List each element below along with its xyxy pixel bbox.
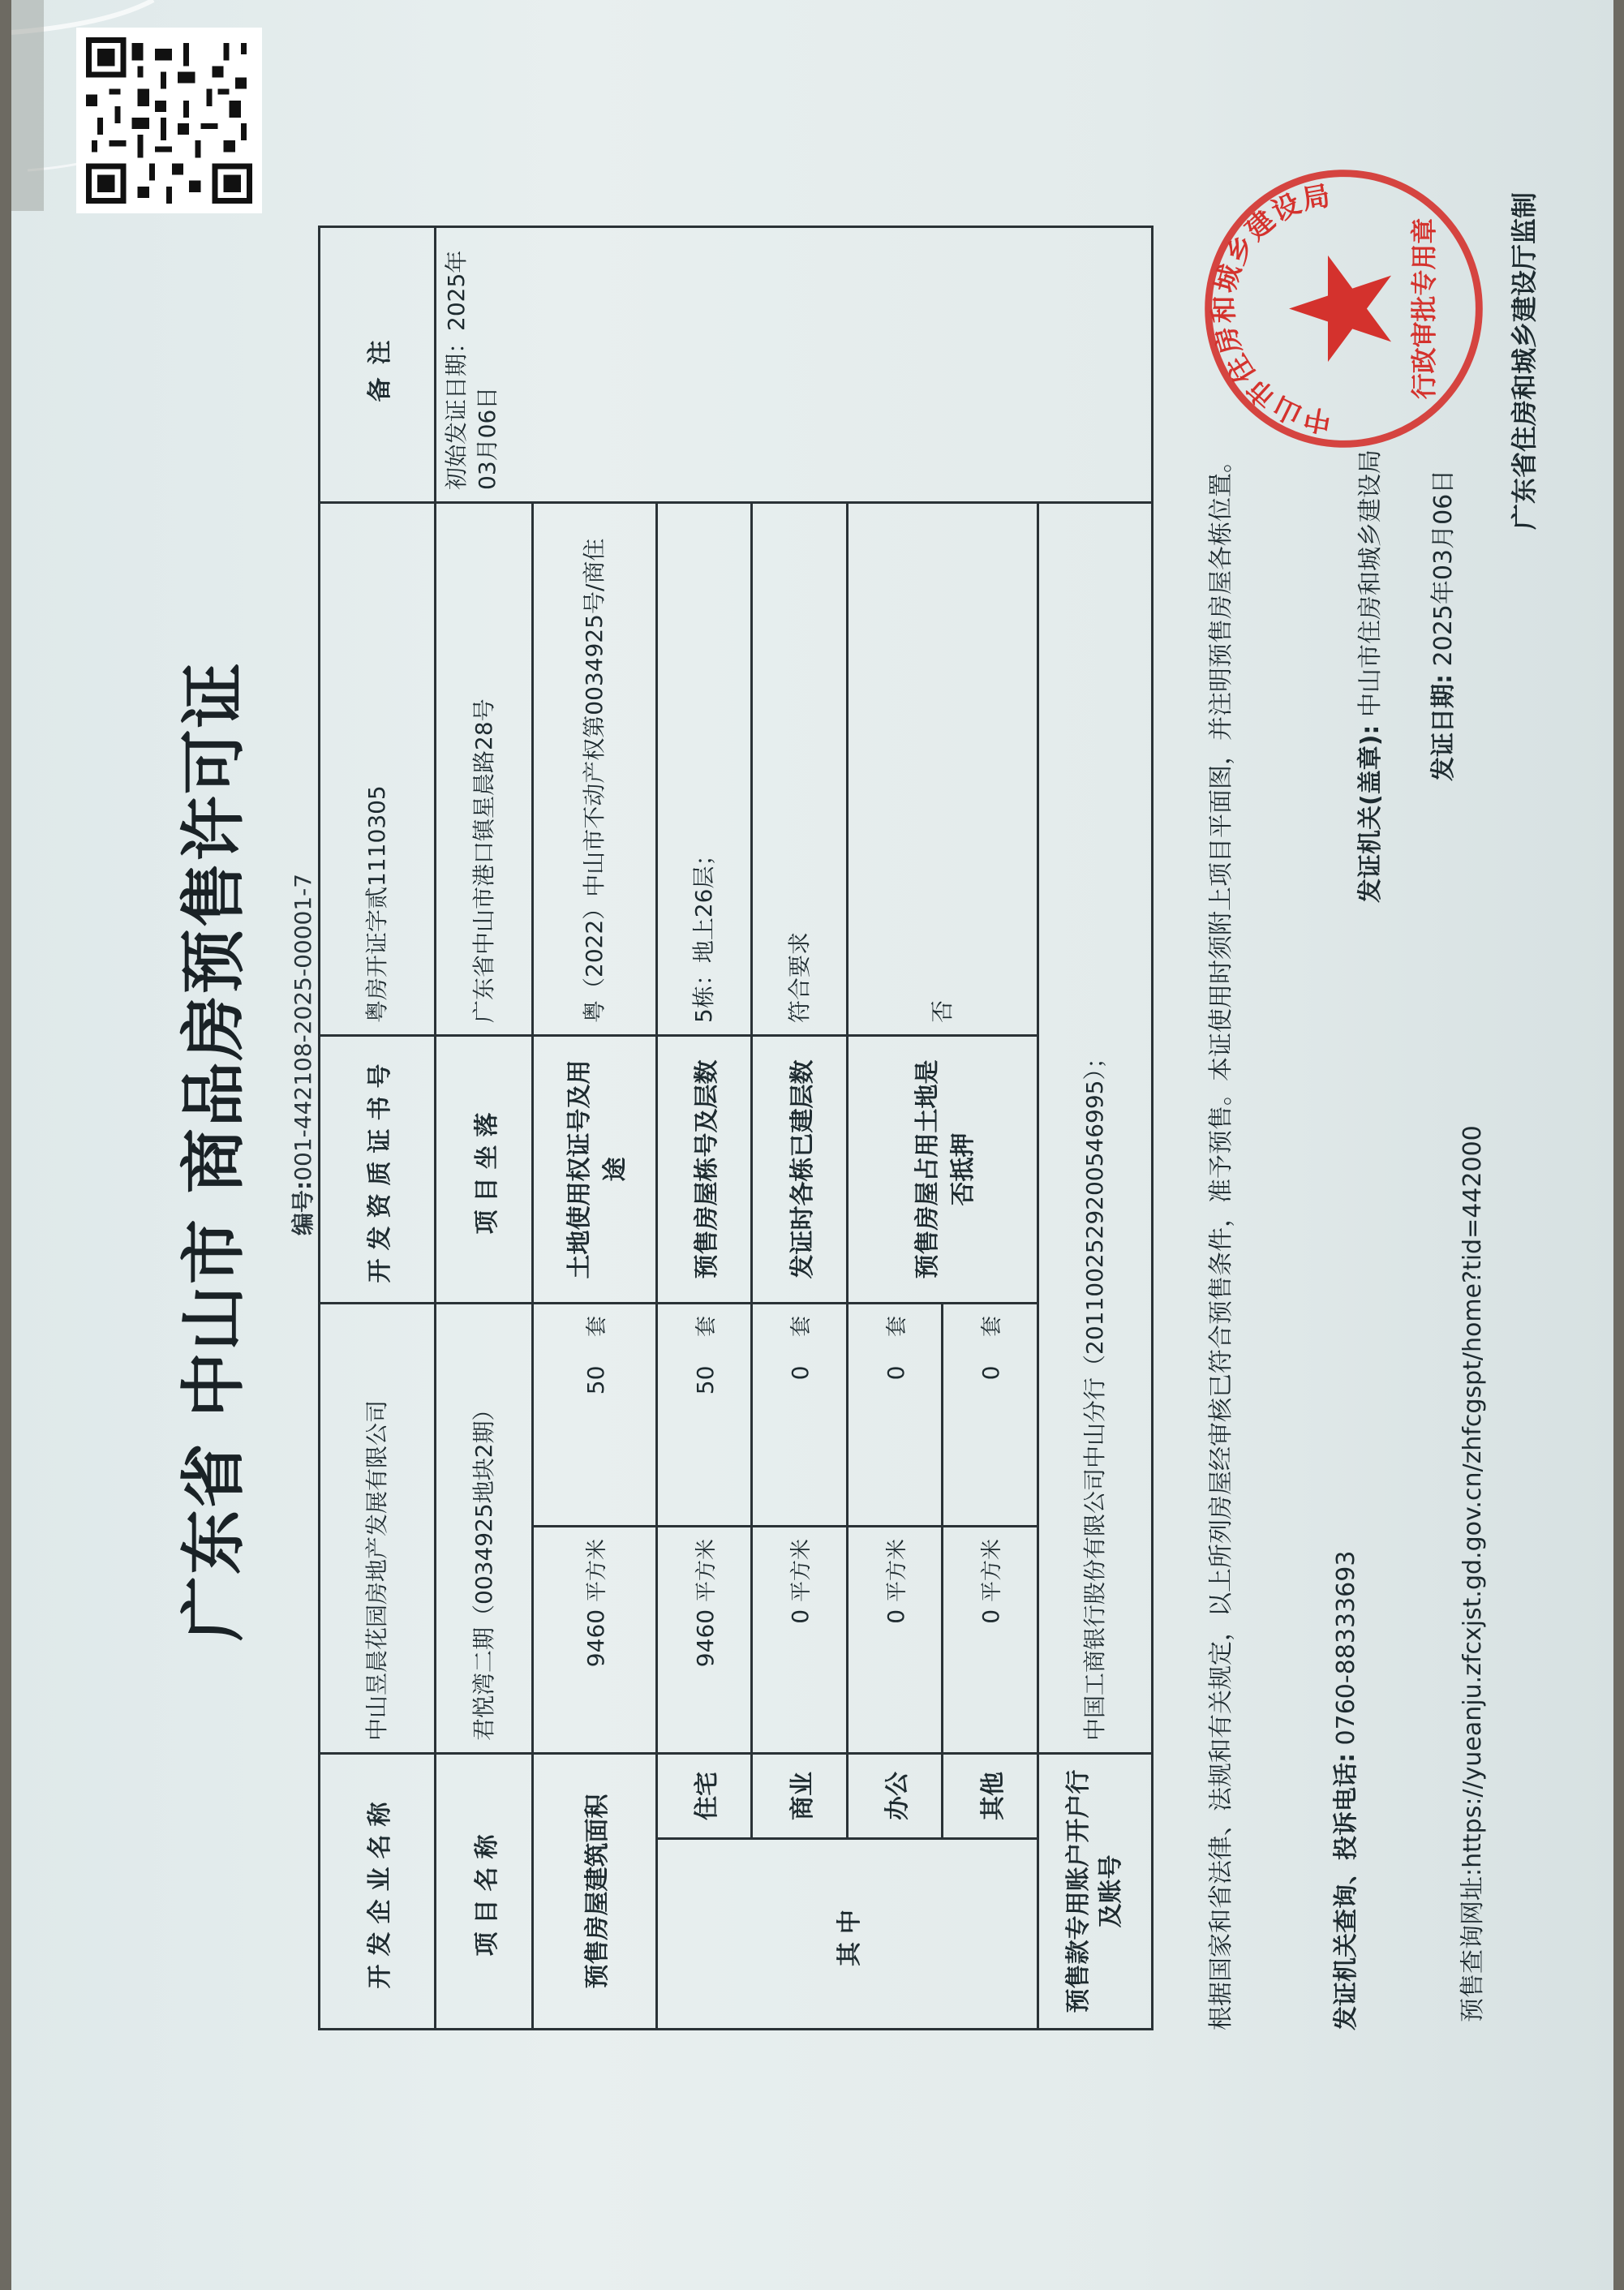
account-label: 预售款专用账户开户行及账号: [1038, 1754, 1152, 2030]
query-label: 预售查询网址:: [1459, 1867, 1487, 2022]
permit-table: [318, 226, 1154, 2030]
count-total-unit: 套: [584, 1315, 609, 1337]
mortgage-label: 预售房屋占用土地是否抵押: [847, 1035, 1038, 1303]
land-label: 土地使用权证号及用途: [533, 1035, 657, 1303]
residential-count-value: 50: [691, 1365, 719, 1395]
among-label: 其中: [656, 1839, 1038, 2030]
other-label: 其他: [943, 1754, 1038, 1839]
issuer-value: 中山市住房和城乡建设局: [1356, 449, 1385, 718]
contact-phone: 0760-88333693: [1332, 1550, 1360, 1746]
office-area-unit: 平方米: [884, 1539, 909, 1603]
qr-code-icon: [86, 37, 252, 204]
permit-number-value: 001-442108-2025-00001-7: [290, 873, 316, 1181]
area-label: 预售房屋建筑面积: [533, 1754, 657, 2030]
office-count-unit: 套: [884, 1315, 909, 1337]
land-value: 粤（2022）中山市不动产权第0034925号/商住: [533, 502, 657, 1035]
qualification-label: 开发资质证书号: [320, 1035, 436, 1303]
project-name-value: 君悦湾二期（0034925地块2期）: [436, 1303, 533, 1753]
count-total-value: 50: [582, 1365, 609, 1395]
permit-title: 广东省 中山市 商品房预售许可证: [176, 661, 251, 1641]
commercial-count-unit: 套: [789, 1315, 814, 1337]
residential-area-unit: 平方米: [694, 1539, 719, 1603]
other-count-value: 0: [977, 1365, 1005, 1381]
permit-number: [286, 874, 318, 1235]
permit-document: [11, 0, 1613, 2290]
commercial-area-value: 0: [787, 1609, 814, 1624]
office-count-value: 0: [882, 1365, 909, 1381]
developer-value: 中山昱晨花园房地产发展有限公司: [320, 1303, 436, 1753]
other-area-value: 0: [977, 1609, 1005, 1624]
statement-text: 根据国家和省法律、法规和有关规定，以上所列房屋经审核已符合预售条件，准予预售。本证使用时须附上项目平面图，并注明预售房屋各栋位置。: [1207, 449, 1235, 2030]
other-count: [943, 1303, 1038, 1526]
qualification-value: 粤房开证字贰1110305: [320, 502, 436, 1035]
issue-date-value: 2025年03月06日: [1429, 469, 1458, 667]
remarks-label: 备注: [320, 226, 436, 502]
commercial-area: [752, 1527, 848, 1754]
area-total: [533, 1527, 657, 1754]
document-sheet: [11, 0, 1613, 2290]
area-total-value: 9460: [582, 1609, 609, 1668]
floors-value: 符合要求: [752, 502, 848, 1035]
residential-count: [656, 1303, 752, 1526]
building-value: 5栋：地上26层；: [656, 502, 752, 1035]
other-area: [943, 1527, 1038, 1754]
count-total: [533, 1303, 657, 1526]
office-area: [847, 1527, 943, 1754]
residential-area: [656, 1527, 752, 1754]
query-url[interactable]: https://yueanju.zfcxjst.gd.gov.cn/zhfcgspt/home?tid=442000: [1459, 1125, 1487, 1868]
qr-code[interactable]: [76, 28, 262, 213]
residential-label: 住宅: [656, 1754, 752, 1839]
project-location-value: 广东省中山市港口镇星晨路28号: [436, 502, 533, 1035]
floors-label: 发证时各栋已建层数: [752, 1035, 848, 1303]
commercial-count: [752, 1303, 848, 1526]
mortgage-value: 否: [847, 502, 1038, 1035]
residential-area-value: 9460: [691, 1609, 719, 1668]
seal-outer-text: 中山市住房和城乡建设局: [1208, 179, 1334, 438]
permit-number-label: 编号:: [290, 1180, 316, 1235]
issuer-label: 发证机关(盖章):: [1356, 724, 1385, 903]
building-label: 预售房屋栋号及层数: [656, 1035, 752, 1303]
commercial-label: 商业: [752, 1754, 848, 1839]
other-count-unit: 套: [980, 1315, 1005, 1337]
remarks-value: 初始发证日期：2025年03月06日: [436, 226, 1153, 502]
other-area-unit: 平方米: [980, 1539, 1005, 1603]
office-area-value: 0: [882, 1609, 909, 1624]
commercial-count-value: 0: [787, 1365, 814, 1381]
seal-star-icon: [1289, 256, 1391, 362]
developer-label: 开发企业名称: [320, 1754, 436, 2030]
contact-label: 发证机关查询、投诉电话:: [1332, 1753, 1360, 2030]
commercial-area-unit: 平方米: [789, 1539, 814, 1603]
query-line: [1455, 724, 1491, 2022]
account-value: 中国工商银行股份有限公司中山分行（2011002529200546995）；: [1038, 502, 1152, 1753]
contact-line: [1325, 1551, 1361, 2030]
office-label: 办公: [847, 1754, 943, 1839]
area-total-unit: 平方米: [584, 1539, 609, 1603]
seal-inner-text: 行政审批专用章: [1408, 217, 1440, 400]
project-location-label: 项目坐落: [436, 1035, 533, 1303]
issue-date-line: [1423, 470, 1459, 781]
issuer-line: [1350, 449, 1386, 903]
supervisor-text: 广东省住房和城乡建设厅监制: [1509, 191, 1540, 530]
project-name-label: 项目名称: [436, 1754, 533, 2030]
issue-date-label: 发证日期:: [1429, 674, 1458, 781]
office-count: [847, 1303, 943, 1526]
residential-count-unit: 套: [694, 1315, 719, 1337]
official-seal: [1200, 165, 1488, 453]
